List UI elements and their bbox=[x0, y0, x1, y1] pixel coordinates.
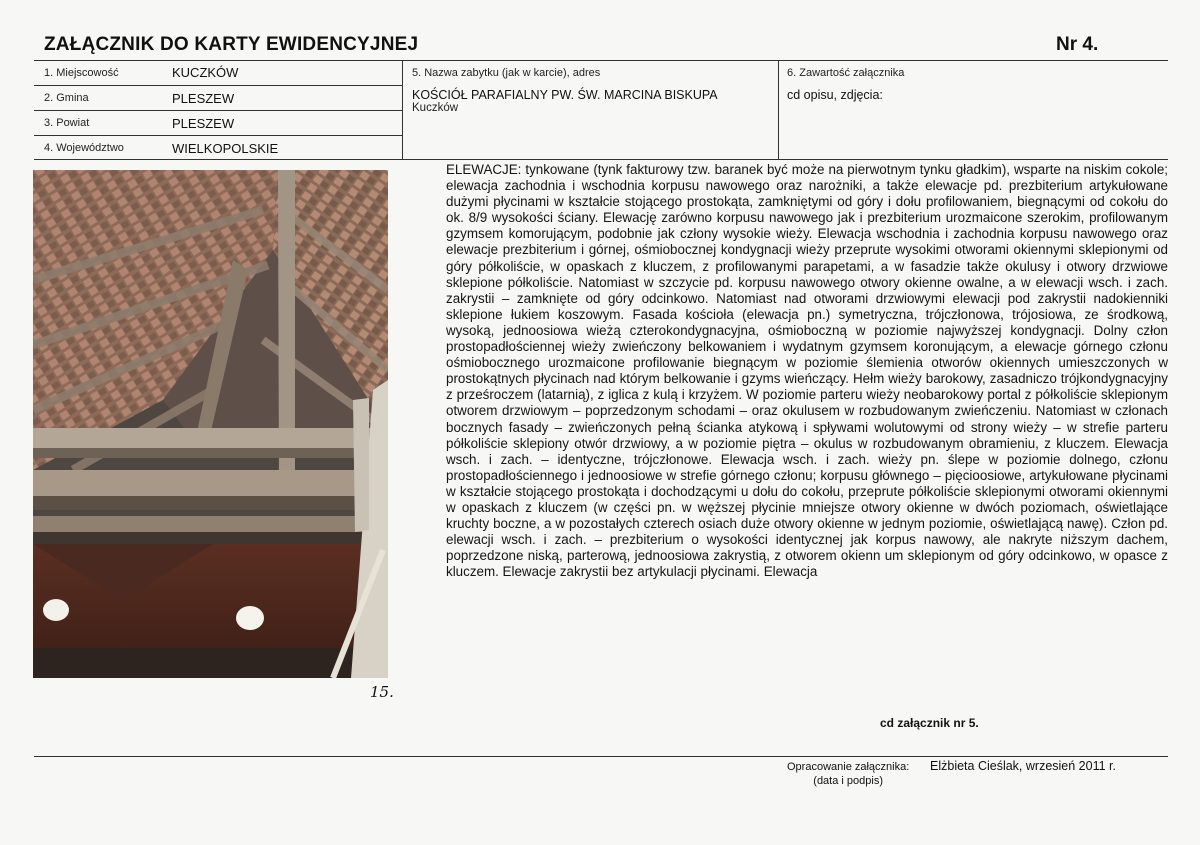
prepared-by-label-line1: Opracowanie załącznika: bbox=[787, 761, 910, 773]
row-rule-1 bbox=[34, 85, 402, 86]
field-label-commune: 2. Gmina bbox=[44, 92, 89, 104]
monument-name: KOŚCIÓŁ PARAFIALNY PW. ŚW. MARCINA BISKUPA bbox=[412, 88, 718, 102]
attic-roof-truss-photo bbox=[33, 170, 388, 678]
contents-value: cd opisu, zdjęcia: bbox=[787, 88, 883, 102]
column-rule-2 bbox=[778, 60, 779, 159]
elevation-description: ELEWACJE: tynkowane (tynk fakturowy tzw. baranek być może na pierwotnym tynku gładkim), wsparte na niskim cokole; elewacja zachodnia i wschodnia korpusu nawowego oraz narożniki, a także elewacje pd. prezbiterium artykułowane dużymi płycinami w kształcie stojącego prostokąta, zamkniętymi od góry i dołu profilowaniem, biegnącymi od cokołu do ok. 8/9 wysokości ściany. Elewację zarówno korpusu nawowego jak i prezbiterium urozmaicone szerokim, profilowanym gzymsem komorującym, podobnie jak człony wysokie wieży. Elewacja wschodnia i zachodnia korpusu nawowego oraz elewacje prezbiterium i górnej, ośmiobocznej kondygnacji wieży przeprute wysokimi otworami okiennymi sklepionymi od góry półkoliście, w opaskach z kluczem, z profilowanymi parapetami, a w fasadzie także okulusy i otwory drzwiowe sklepione półkoliście. Natomiast w szczycie pd. korpusu nawowego otwory okienne owalne, a w elewacji wsch. i zach. zakrystii – zamknięte od góry odcinkowo. Natomiast nad otworami drzwiowymi elewacji pod zakrystii nadokienniki sklepione łukiem koszowym. Fasada kościoła (elewacja pn.) symetryczna, trójczłonowa, trójosiowa, ze środkową, wysoką, jednoosiowa wieżą czterokondygnacyjna, ośmioboczną w poziomie najwyższej kondygnacji. Dolny człon prostopadłościennej wieży zwieńczony belkowaniem i wydatnym gzymsem koronującym, a elewacje górnego członu ośmiobocznego urozmaicone profilowanie biegnącym w poziomie ślemienia otworów okiennych umieszczonych w prostokątnych płycinach nad którym belkowanie i gzyms wieńczący. Hełm wieży barokowy, zasadniczo trójkondygnacyjny z prześroczem (latarnią), z iglica z kulą i krzyżem. W poziomie parteru wieży neobarokowy portal z półkoliście sklepionym otworem drzwiowym – poprzedzonym schodami – oraz okulusem w rozbudowanym zwieńczeniu. Natomiast w członach bocznych fasady – zwieńczonych pełną ścianka atykową i spływami wolutowymi od strony wieży – w strefie parteru półkoliście sklepiony otwór drzwiowy, a w poziomie piętra – okulus w rozbudowanym obramieniu, z kluczem. Elewacja wsch. i zach. – identyczne, trójczłonowe. Elewacja wsch. i zach. wieży pn. ślepe w poziomie dolnego, członu prostopadłościennego i jednoosiowe w strefie górnego członu; korpusu głównego – pięcioosiowe, artykułowane płycinami w kształcie stojącego prostokąta i dochodzącymi u dołu do cokołu, przeprute półkoliście sklepionymi otworami okiennymi w opaskach z kluczem (w części pn. w węższej płycinie mniejsze otwory okienne w dwóch poziomach, oświetlające kruchty boczne, a w pozostałych czterech osiach duże otwory okienne w jednym poziomie, oświetlającą nawę). Człon pd. elewacji wsch. i zach. – prezbiterium o wysokości identycznej jak korpus nawowy, ale nakryte niższym dachem, poprzedzone niską, parterową, jednoosiowa zakrystią, z otworem okienn um sklepionym od góry odcinkowo, w opasce z kluczem. Elewacje zakrystii bez artykulacji płycinami. Elewacja bbox=[446, 162, 1168, 580]
page-title: ZAŁĄCZNIK DO KARTY EWIDENCYJNEJ bbox=[44, 34, 419, 55]
field-label-voivodeship: 4. Województwo bbox=[44, 142, 124, 154]
header-rule bbox=[34, 60, 1168, 61]
field-label-county: 3. Powiat bbox=[44, 117, 90, 129]
footer-rule bbox=[34, 756, 1168, 757]
continued-note: cd załącznik nr 5. bbox=[880, 716, 979, 730]
row-rule-2 bbox=[34, 110, 402, 111]
field-value-voivodeship: WIELKOPOLSKIE bbox=[172, 141, 279, 156]
row-rule-4 bbox=[34, 159, 1168, 160]
field-value-commune: PLESZEW bbox=[172, 91, 235, 106]
monument-label: 5. Nazwa zabytku (jak w karcie), adres bbox=[412, 67, 601, 79]
field-label-locality: 1. Miejscowość bbox=[44, 67, 119, 79]
monument-address: Kuczków bbox=[412, 102, 459, 114]
field-value-locality: KUCZKÓW bbox=[172, 65, 239, 80]
prepared-by-label bbox=[787, 760, 909, 788]
contents-label: 6. Zawartość załącznika bbox=[787, 67, 905, 79]
prepared-by-value: Elżbieta Cieślak, wrzesień 2011 r. bbox=[930, 759, 1116, 773]
field-value-county: PLESZEW bbox=[172, 116, 235, 131]
photo-number: 15. bbox=[370, 683, 394, 701]
prepared-by-label-line2: (data i podpis) bbox=[813, 775, 883, 787]
column-rule-1 bbox=[402, 60, 403, 159]
attachment-number: Nr 4. bbox=[1056, 34, 1099, 55]
row-rule-3 bbox=[34, 135, 402, 136]
